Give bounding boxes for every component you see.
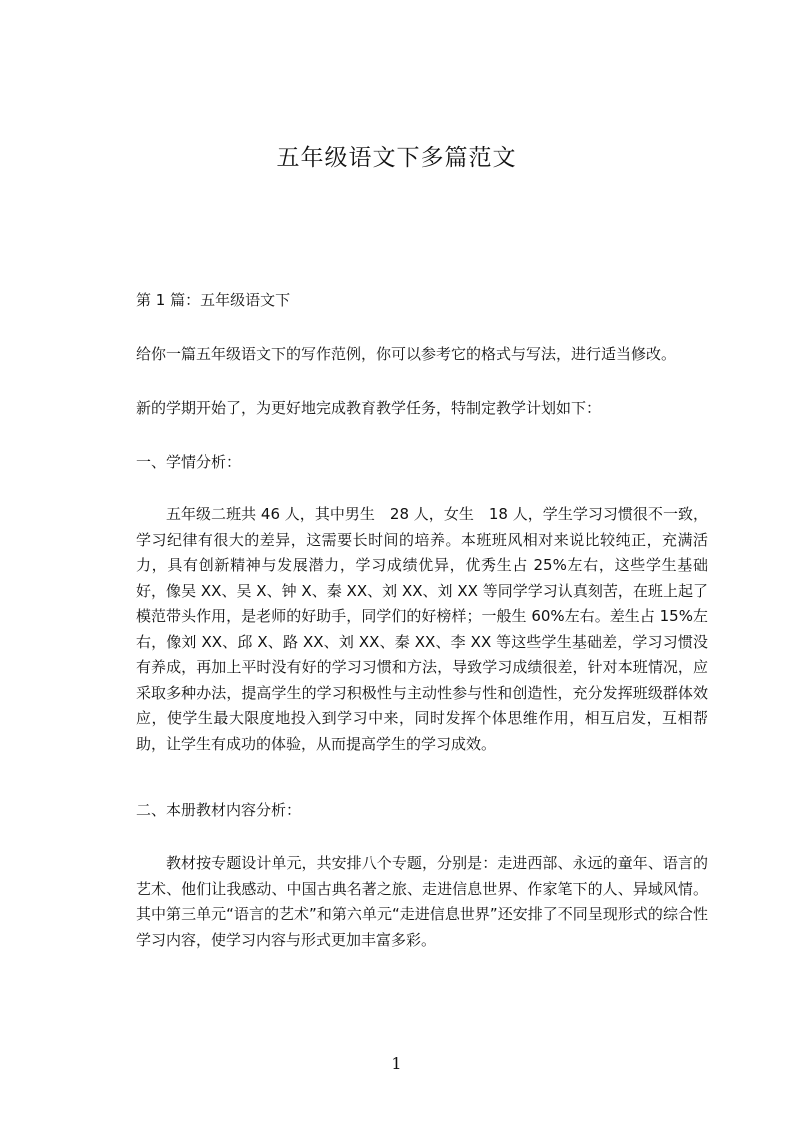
opening-paragraph: 新的学期开始了，为更好地完成教育教学任务，特制定教学计划如下： [136, 399, 602, 417]
document-title: 五年级语文下多篇范文 [276, 145, 517, 171]
intro-paragraph: 给你一篇五年级语文下的写作范例，你可以参考它的格式与写法，进行适当修改。 [136, 345, 677, 363]
page-number: 1 [391, 1054, 402, 1073]
part1-heading: 一、学情分析： [136, 453, 242, 471]
part2-body-paragraph: 教材按专题设计单元，共安排八个专题，分别是：走进西部、永远的童年、语言的艺术、他们让我感动、中国古典名著之旅、走进信息世界、作家笔下的人、异域风情。其中第三单元“语言的艺术”和第六单元“走进信息世界”还安排了不同呈现形式的综合性学习内容，使学习内容与形式更加丰富多彩。 [136, 854, 708, 949]
section-heading: 第 1 篇：五年级语文下 [136, 291, 291, 309]
part2-heading: 二、本册教材内容分析： [136, 801, 302, 819]
part1-body-paragraph: 五年级二班共 46 人，其中男生 28 人，女生 18 人，学生学习习惯很不一致，学习纪律有很大的差异，这需要长时间的培养。本班班风相对来说比较纯正，充满活力，具有创新精神与发展潜力，学习成绩优异，优秀生占 25%左右，这些学生基础好，像吴 XX、吴 X、钟 X、秦 XX、刘 XX、刘 XX 等同学学习认真刻苦，在班上起了模范带头作用，是老师的好助手，同学们的好榜样；一般生 60%左右。差生占 15%左右，像刘 XX、邱 X、路 XX、刘 XX、秦 XX、李 XX 等这些学生基础差，学习习惯没有养成，再加上平时没有好的学习习惯和方法，导致学习成绩很差，针对本班情况，应采取多种办法，提高学生的学习积极性与主动性参与性和创造性，充分发挥班级群体效应，使学生最大限度地投入到学习中来，同时发挥个体思维作用，相互启发，互相帮助，让学生有成功的体验，从而提高学生的学习成效。 [136, 505, 708, 753]
